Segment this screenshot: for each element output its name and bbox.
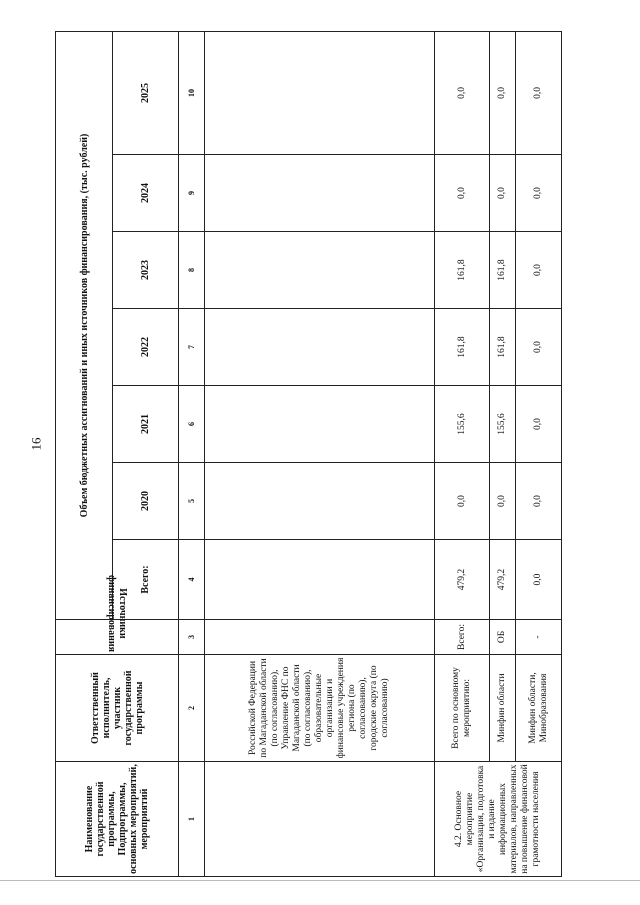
header-source-text: Источники финансирования — [106, 574, 128, 653]
cell-value: 0,0 — [435, 155, 490, 232]
header-year: 2022 — [113, 309, 179, 386]
cell-value: 0,0 — [516, 309, 562, 386]
cell-source: ОБ — [490, 620, 516, 655]
col-number: 5 — [179, 463, 205, 540]
cell-value: 161,8 — [435, 309, 490, 386]
header-total: Всего: — [113, 540, 179, 620]
col-number: 10 — [179, 31, 205, 154]
header-executor: Ответственный исполнитель, участник государственной программы — [56, 655, 179, 762]
cell-executor: Минфин области — [490, 655, 516, 762]
header-year: 2020 — [113, 463, 179, 540]
cell-value: 0,0 — [516, 232, 562, 309]
cell-value: 0,0 — [435, 463, 490, 540]
cell-name: 4.2. Основное мероприятие «Организация, подготовка и издание информационных материалов, направленных на повышение финансовой грамотности населения — [435, 762, 562, 877]
header-year: 2024 — [113, 155, 179, 232]
header-year: 2025 — [113, 31, 179, 154]
col-number: 6 — [179, 386, 205, 463]
table-row — [435, 31, 490, 876]
col-number: 4 — [179, 540, 205, 620]
col-number: 3 — [179, 620, 205, 655]
cell-value: 0,0 — [490, 31, 516, 154]
col-number: 2 — [179, 655, 205, 762]
cell-source: Всего: — [435, 620, 490, 655]
cell-value: 0,0 — [490, 155, 516, 232]
cell-value: 0,0 — [490, 463, 516, 540]
cell-source: - — [516, 620, 562, 655]
col-number: 7 — [179, 309, 205, 386]
cell-name — [205, 762, 435, 877]
cell-value: 161,8 — [490, 232, 516, 309]
header-name: Наименование государственной программы, Подпрограммы, основных мероприятий, мероприятий — [56, 762, 179, 877]
cell-value: 161,8 — [490, 309, 516, 386]
col-number: 8 — [179, 232, 205, 309]
page-number: 16 — [28, 437, 44, 451]
cell-value — [205, 309, 435, 386]
col-number: 9 — [179, 155, 205, 232]
cell-value: 479,2 — [435, 540, 490, 620]
cell-value: 0,0 — [516, 540, 562, 620]
col-number: 1 — [179, 762, 205, 877]
header-row-top — [56, 31, 113, 876]
table-row — [205, 31, 435, 876]
rotated-table-page — [55, 32, 555, 877]
header-volume: Объем бюджетных ассигнований и иных источников финансирования, (тыс. рублей) — [56, 31, 113, 619]
cell-value — [205, 232, 435, 309]
cell-value: 0,0 — [516, 463, 562, 540]
cell-executor: Российской Федерации по Магаданской области (по согласованию), Управление ФНС по Магаданской области (по согласованию), образовательные организации и финансовые учреждения региона (по согласованию), городские округа (по согласованию) — [205, 655, 435, 762]
financing-table — [55, 31, 562, 877]
column-number-row — [179, 31, 205, 876]
cell-value — [205, 31, 435, 154]
header-year: 2023 — [113, 232, 179, 309]
cell-value — [205, 540, 435, 620]
cell-value: 479,2 — [490, 540, 516, 620]
table-row — [516, 31, 562, 876]
table-row — [490, 31, 516, 876]
cell-value: 0,0 — [516, 155, 562, 232]
cell-executor: Минфин области, Минобразования — [516, 655, 562, 762]
cell-value: 0,0 — [435, 31, 490, 154]
cell-source — [205, 620, 435, 655]
cell-value — [205, 155, 435, 232]
cell-value — [205, 386, 435, 463]
cell-value — [205, 463, 435, 540]
cell-value: 155,6 — [435, 386, 490, 463]
cell-value: 0,0 — [516, 386, 562, 463]
cell-value: 155,6 — [490, 386, 516, 463]
header-year: 2021 — [113, 386, 179, 463]
cell-executor: Всего по основному мероприятию: — [435, 655, 490, 762]
cell-value: 161,8 — [435, 232, 490, 309]
scan-bottom-edge — [0, 880, 640, 881]
cell-value: 0,0 — [516, 31, 562, 154]
